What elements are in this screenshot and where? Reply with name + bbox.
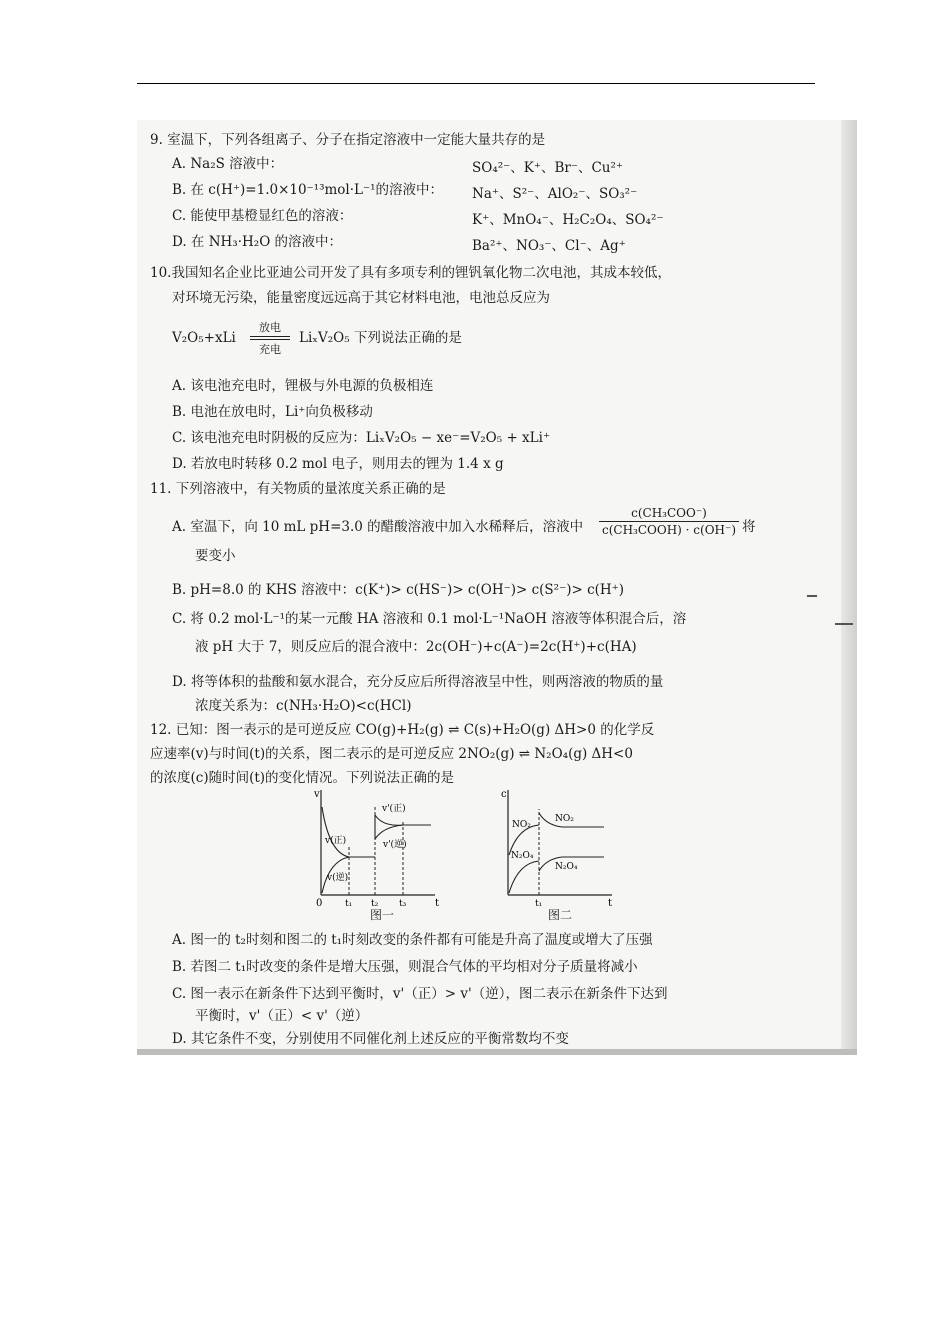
q9-option-d: D. 在 NH₃·H₂O 的溶液中： [172, 234, 343, 250]
fig2-y-axis-label: c [501, 789, 507, 800]
q10-option-b: B. 电池在放电时，Li⁺向负极移动 [172, 404, 373, 420]
figure-2 [494, 785, 619, 913]
q12-stem-line2: 应速率(v)与时间(t)的关系，图二表示的是可逆反应 2NO₂(g) ⇌ N₂O₄(g) ΔH<0 [150, 746, 633, 762]
q11-option-d-continued: 浓度关系为：c(NH₃·H₂O)<c(HCl) [195, 698, 412, 714]
q9-option-c-ions: K⁺、MnO₄⁻、H₂C₂O₄、SO₄²⁻ [472, 212, 664, 228]
q10-stem-line1: 10.我国知名企业比亚迪公司开发了具有多项专利的锂钒氧化物二次电池，其成本较低， [150, 265, 671, 281]
fig1-label-new-forward: v'(正) [382, 804, 406, 814]
fig2-x-axis-label: t [608, 898, 613, 909]
scan-edge-shadow [841, 120, 857, 1055]
edge-mark [835, 623, 853, 625]
q9-option-c: C. 能使甲基橙显红色的溶液： [172, 208, 353, 224]
q10-equation-right: LiₓV₂O₅ 下列说法正确的是 [299, 330, 462, 346]
q10-arrow-charge-label: 充电 [259, 343, 281, 356]
fig1-label-new-reverse: v'(逆) [383, 840, 407, 850]
fig2-label-no2-before: NO₂ [512, 820, 531, 830]
fraction-bar [599, 521, 739, 522]
fig2-label-no2-after: NO₂ [555, 814, 574, 824]
q12-option-c: C. 图一表示在新条件下达到平衡时，v'（正）> v'（逆），图二表示在新条件下达到 [172, 986, 668, 1002]
q12-option-c-continued: 平衡时，v'（正）< v'（逆） [195, 1008, 369, 1024]
fraction-denominator: c(CH₃COOH) · c(OH⁻) [601, 523, 737, 537]
figure-1 [305, 785, 445, 913]
q11-option-c: C. 将 0.2 mol·L⁻¹的某一元酸 HA 溶液和 0.1 mol·L⁻¹NaOH 溶液等体积混合后，溶 [172, 611, 687, 627]
q12-stem-line3: 的浓度(c)随时间(t)的变化情况。下列说法正确的是 [150, 770, 455, 786]
q9-option-b-ions: Na⁺、S²⁻、AlO₂⁻、SO₃²⁻ [472, 186, 638, 202]
q10-option-d: D. 若放电时转移 0.2 mol 电子，则用去的锂为 1.4 x g [172, 456, 504, 472]
q10-option-c: C. 该电池充电时阴极的反应为：LiₓV₂O₅ − xe⁻=V₂O₅ + xLi⁺ [172, 430, 551, 446]
q11-option-d: D. 将等体积的盐酸和氨水混合，充分反应后所得溶液呈中性，则两溶液的物质的量 [172, 674, 664, 690]
q12-option-b: B. 若图二 t₁时改变的条件是增大压强，则混合气体的平均相对分子质量将减小 [172, 959, 638, 975]
q9-option-a-ions: SO₄²⁻、K⁺、Br⁻、Cu²⁺ [472, 160, 624, 176]
q11-option-a: A. 室温下，向 10 mL pH=3.0 的醋酸溶液中加入水稀释后，溶液中 [172, 519, 584, 535]
fig1-tick-t2: t₂ [371, 899, 379, 909]
edge-mark [807, 595, 817, 597]
q11-option-c-continued: 液 pH 大于 7，则反应后的混合液中：2c(OH⁻)+c(A⁻)=2c(H⁺)+c(HA) [195, 639, 637, 655]
q10-arrow-discharge-label: 放电 [259, 321, 281, 334]
fig1-tick-t3: t₃ [399, 899, 407, 909]
fig1-origin-label: 0 [316, 898, 323, 909]
reversible-arrow-icon [250, 336, 290, 340]
q9-stem: 9. 室温下，下列各组离子、分子在指定溶液中一定能大量共存的是 [150, 132, 546, 148]
q11-option-a-fraction [599, 506, 739, 537]
fig1-label-reverse: v(逆) [327, 873, 349, 883]
q12-option-a: A. 图一的 t₂时刻和图二的 t₁时刻改变的条件都有可能是升高了温度或增大了压强 [172, 932, 653, 948]
figure-2-caption: 图二 [548, 908, 573, 922]
header-rule [137, 83, 815, 84]
q9-option-b: B. 在 c(H⁺)=1.0×10⁻¹³mol·L⁻¹的溶液中： [172, 182, 444, 198]
q11-option-a-tail: 将 [742, 519, 756, 535]
q10-equation-left: V₂O₅+xLi [172, 330, 236, 346]
q12-option-d: D. 其它条件不变，分别使用不同催化剂上述反应的平衡常数均不变 [172, 1031, 569, 1047]
q9-option-d-ions: Ba²⁺、NO₃⁻、Cl⁻、Ag⁺ [472, 238, 626, 254]
scan-bottom-edge [137, 1049, 857, 1055]
q10-equation-arrow [250, 319, 290, 357]
figure-1-caption: 图一 [370, 908, 395, 922]
fig1-y-axis-label: v [314, 789, 320, 800]
fig1-curve-new-reverse [375, 825, 403, 839]
q11-stem: 11. 下列溶液中，有关物质的量浓度关系正确的是 [150, 481, 446, 497]
q12-stem-line1: 12. 已知：图一表示的是可逆反应 CO(g)+H₂(g) ⇌ C(s)+H₂O(g) ΔH>0 的化学反 [150, 722, 655, 738]
fig2-label-n2o4-before: N₂O₄ [511, 851, 534, 861]
fig2-label-n2o4-after: N₂O₄ [555, 862, 578, 872]
q10-option-a: A. 该电池充电时，锂极与外电源的负极相连 [172, 378, 434, 394]
scanned-page [137, 120, 857, 1055]
q10-stem-line2: 对环境无污染，能量密度远远高于其它材料电池，电池总反应为 [172, 290, 550, 306]
fig1-label-forward: v(正) [325, 836, 347, 846]
q11-option-b: B. pH=8.0 的 KHS 溶液中：c(K⁺)> c(HS⁻)> c(OH⁻)> c(S²⁻)> c(H⁺) [172, 582, 625, 598]
fig1-x-axis-label: t [435, 898, 440, 909]
q9-option-a: A. Na₂S 溶液中： [172, 156, 284, 172]
fig1-tick-t1: t₁ [345, 899, 353, 909]
fraction-numerator: c(CH₃COO⁻) [631, 506, 707, 520]
fig2-curve-n2o4 [509, 861, 539, 893]
fig2-tick-t1: t₁ [535, 899, 543, 909]
q11-option-a-continued: 要变小 [195, 548, 236, 564]
